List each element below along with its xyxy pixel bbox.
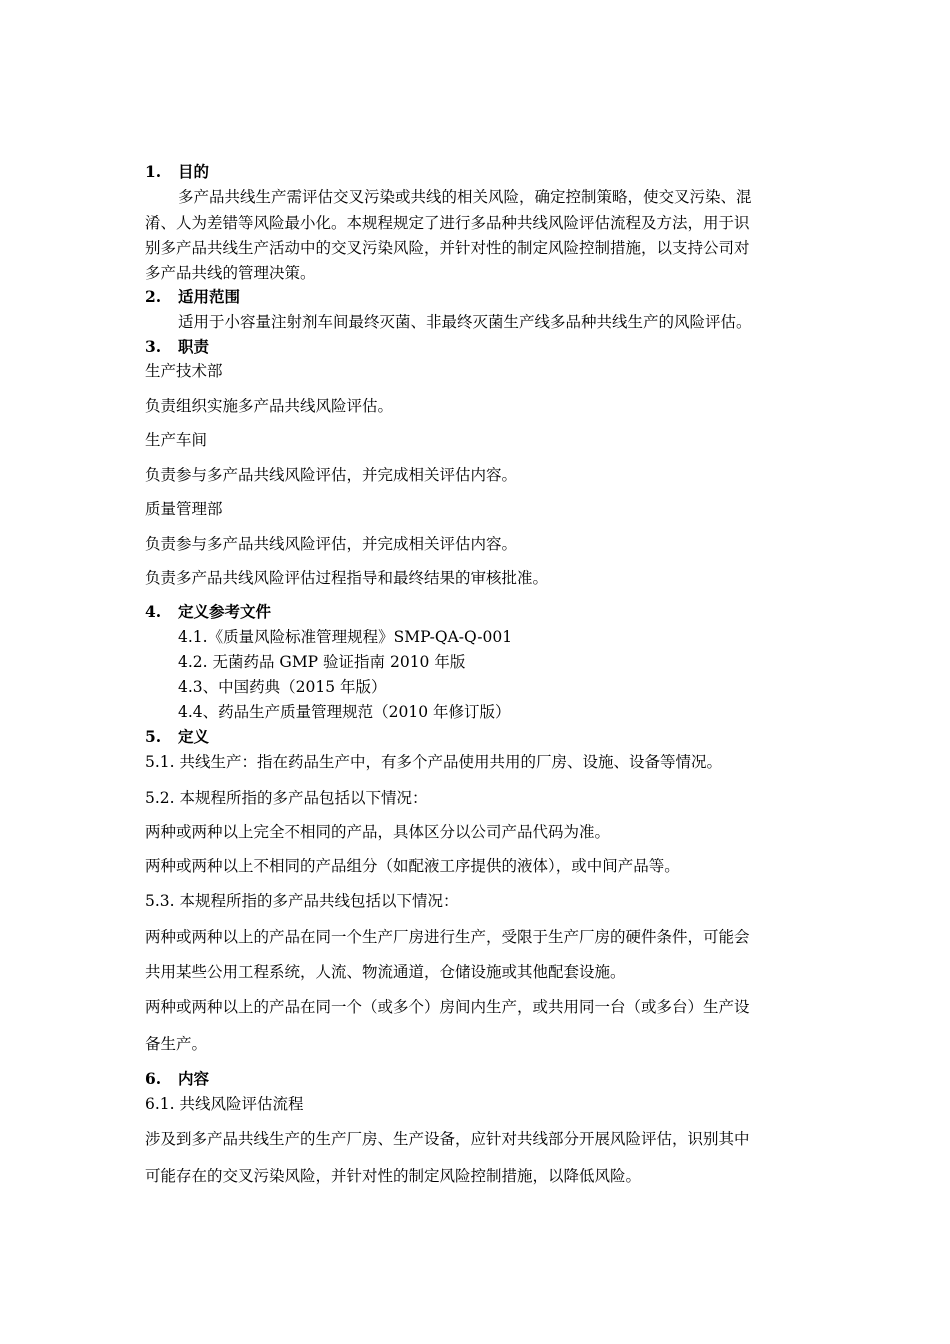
definition-line: 两种或两种以上的产品在同一个生产厂房进行生产，受限于生产厂房的硬件条件，可能会: [145, 928, 750, 946]
content-line: 可能存在的交叉污染风险，并针对性的制定风险控制措施，以降低风险。: [145, 1167, 642, 1185]
section-title: 职责: [178, 337, 210, 356]
duty-line: 负责参与多产品共线风险评估，并完成相关评估内容。: [145, 535, 518, 553]
paragraph-line: 淆、人为差错等风险最小化。本规程规定了进行多品种共线风险评估流程及方法，用于识: [145, 214, 750, 232]
definition-line: 两种或两种以上完全不相同的产品，具体区分以公司产品代码为准。: [145, 823, 611, 841]
section-6-heading: [145, 1069, 209, 1089]
section-2-heading: [145, 287, 240, 307]
content-line: 涉及到多产品共线生产的生产厂房、生产设备，应针对共线部分开展风险评估，识别其中: [145, 1130, 750, 1148]
section-number: 5.: [145, 727, 162, 746]
duty-line: 生产技术部: [145, 362, 223, 380]
section-number: 6.: [145, 1069, 162, 1088]
section-4-heading: [145, 602, 271, 622]
definition-line: 备生产。: [145, 1035, 208, 1053]
definition-line: 共用某些公用工程系统，人流、物流通道，仓储设施或其他配套设施。: [145, 963, 626, 981]
paragraph-line: 多产品共线的管理决策。: [145, 264, 316, 282]
section-5-heading: [145, 727, 209, 747]
section-1-heading: [145, 162, 209, 182]
section-number: 2.: [145, 287, 162, 306]
section-title: 目的: [178, 162, 210, 181]
paragraph-line: 多产品共线生产需评估交叉污染或共线的相关风险，确定控制策略，使交叉污染、混: [178, 188, 752, 206]
duty-line: 负责组织实施多产品共线风险评估。: [145, 397, 394, 415]
reference-item: 4.2. 无菌药品 GMP 验证指南 2010 年版: [178, 653, 466, 671]
definition-line: 5.1. 共线生产：指在药品生产中，有多个产品使用共用的厂房、设施、设备等情况。: [145, 753, 723, 771]
section-title: 内容: [178, 1069, 210, 1088]
content-line: 6.1. 共线风险评估流程: [145, 1095, 304, 1113]
section-title: 适用范围: [178, 287, 241, 306]
section-number: 1.: [145, 162, 162, 181]
paragraph-line: 别多产品共线生产活动中的交叉污染风险，并针对性的制定风险控制措施，以支持公司对: [145, 239, 750, 257]
duty-line: 负责多产品共线风险评估过程指导和最终结果的审核批准。: [145, 569, 549, 587]
duty-line: 负责参与多产品共线风险评估，并完成相关评估内容。: [145, 466, 518, 484]
section-title: 定义: [178, 727, 210, 746]
section-number: 3.: [145, 337, 162, 356]
reference-item: 4.1.《质量风险标准管理规程》SMP-QA-Q-001: [178, 628, 513, 646]
reference-item: 4.4、药品生产质量管理规范（2010 年修订版）: [178, 703, 511, 721]
definition-line: 5.3. 本规程所指的多产品共线包括以下情况：: [145, 892, 459, 910]
paragraph-line: 适用于小容量注射剂车间最终灭菌、非最终灭菌生产线多品种共线生产的风险评估。: [178, 313, 752, 331]
definition-line: 两种或两种以上不相同的产品组分（如配液工序提供的液体），或中间产品等。: [145, 857, 680, 875]
section-number: 4.: [145, 602, 162, 621]
definition-line: 两种或两种以上的产品在同一个（或多个）房间内生产，或共用同一台（或多台）生产设: [145, 998, 750, 1016]
duty-line: 生产车间: [145, 431, 208, 449]
section-3-heading: [145, 337, 209, 357]
section-title: 定义参考文件: [178, 602, 272, 621]
definition-line: 5.2. 本规程所指的多产品包括以下情况：: [145, 789, 428, 807]
reference-item: 4.3、中国药典（2015 年版）: [178, 678, 387, 696]
duty-line: 质量管理部: [145, 500, 223, 518]
